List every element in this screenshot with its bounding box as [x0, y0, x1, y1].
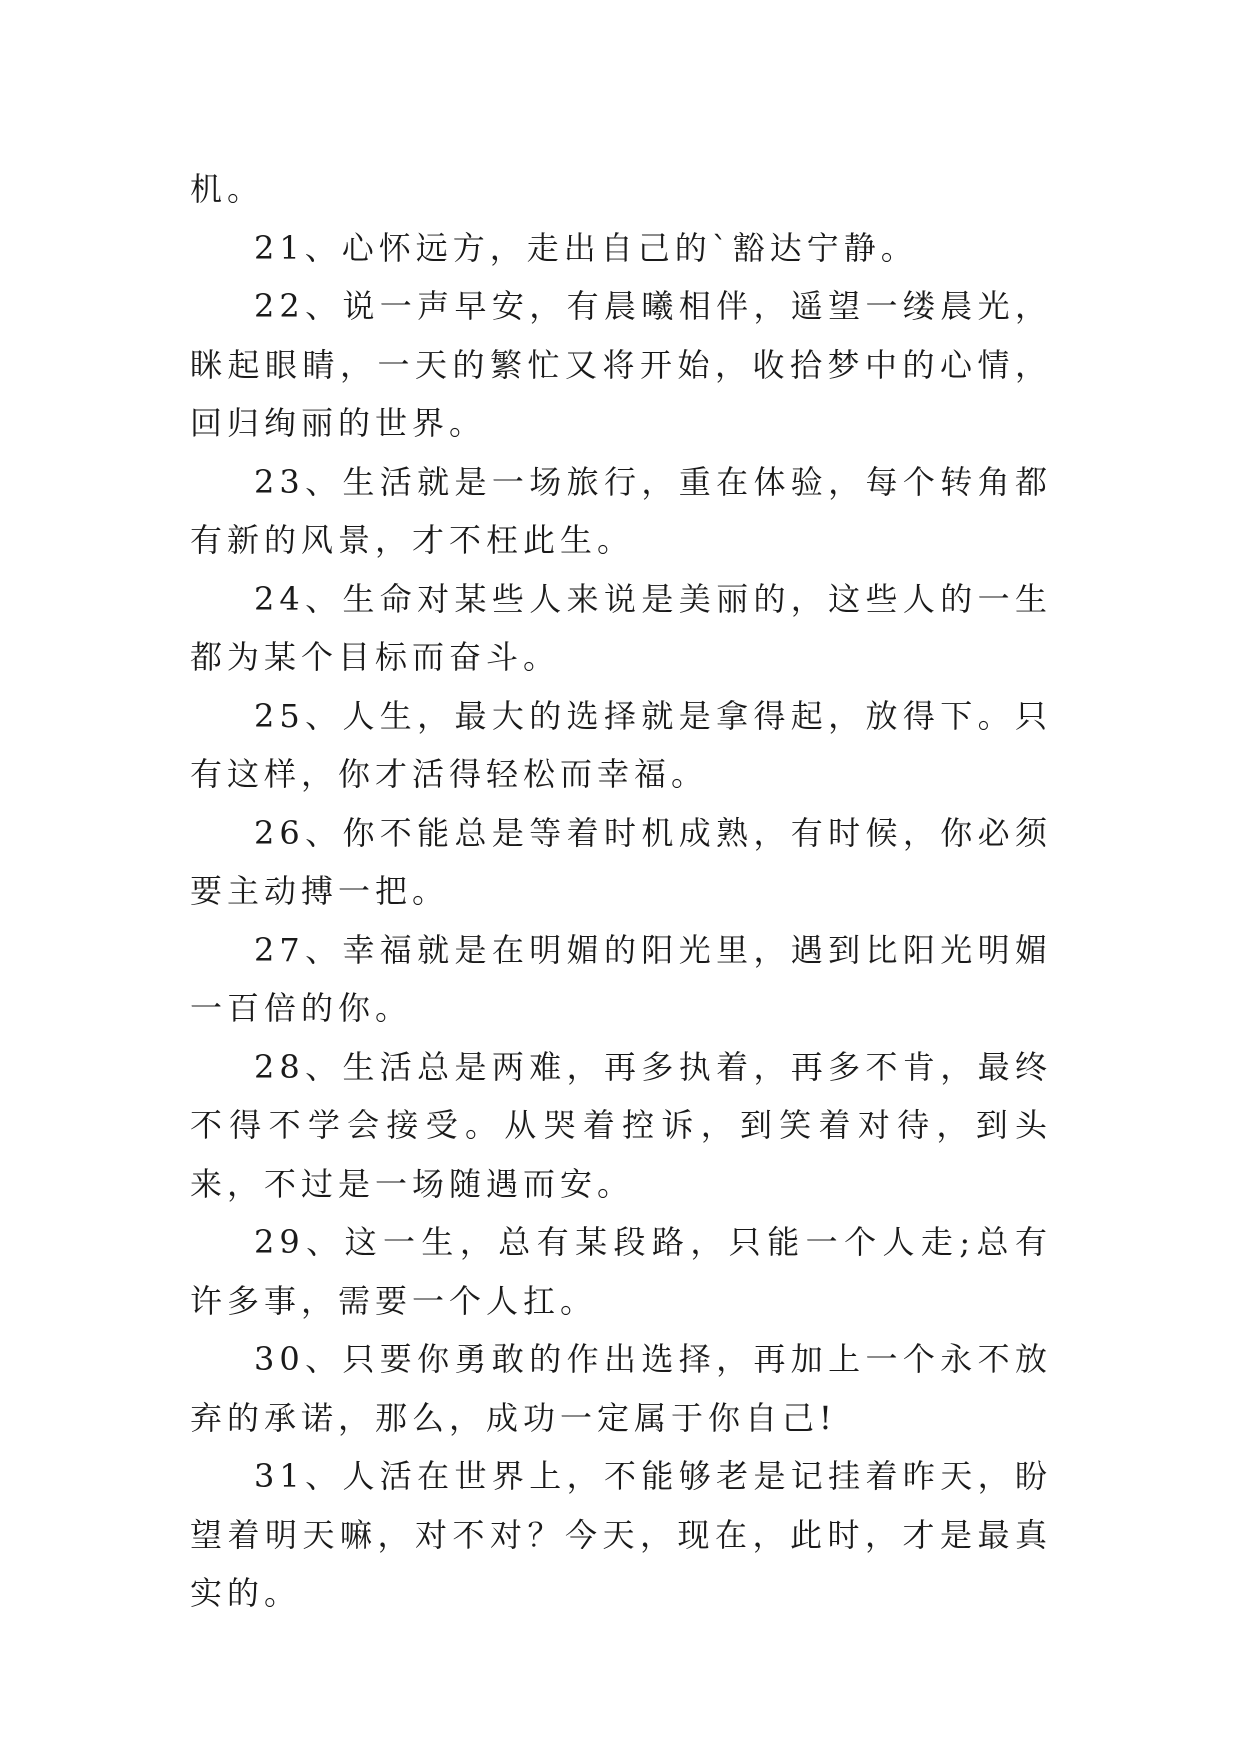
paragraph-28: 28、生活总是两难，再多执着，再多不肯，最终不得不学会接受。从哭着控诉，到笑着对待，到头来，不过是一场随遇而安。 — [190, 1047, 1052, 1203]
paragraph-22: 22、说一声早安，有晨曦相伴，遥望一缕晨光，眯起眼睛，一天的繁忙又将开始，收拾梦中的心情，回归绚丽的世界。 — [190, 287, 1052, 442]
paragraph-continuation: 机。 — [190, 170, 265, 208]
paragraph-29: 29、这一生，总有某段路，只能一个人走;总有许多事，需要一个人扛。 — [190, 1223, 1052, 1320]
paragraph-27: 27、幸福就是在明媚的阳光里，遇到比阳光明媚一百倍的你。 — [190, 930, 1052, 1027]
document-body — [190, 160, 1052, 1623]
paragraph-23: 23、生活就是一场旅行，重在体验，每个转角都有新的风景，才不枉此生。 — [190, 462, 1052, 559]
paragraph-21: 21、心怀远方，走出自己的`豁达宁静。 — [254, 228, 918, 267]
paragraph-25: 25、人生，最大的选择就是拿得起，放得下。只有这样，你才活得轻松而幸福。 — [190, 696, 1052, 793]
paragraph-26: 26、你不能总是等着时机成熟，有时候，你必须要主动搏一把。 — [190, 813, 1052, 910]
paragraph-24: 24、生命对某些人来说是美丽的，这些人的一生都为某个目标而奋斗。 — [190, 579, 1052, 676]
paragraph-30: 30、只要你勇敢的作出选择，再加上一个永不放弃的承诺，那么，成功一定属于你自己! — [190, 1340, 1052, 1437]
paragraph-31: 31、人活在世界上，不能够老是记挂着昨天，盼望着明天嘛，对不对？今天，现在，此时，才是最真实的。 — [190, 1457, 1052, 1612]
